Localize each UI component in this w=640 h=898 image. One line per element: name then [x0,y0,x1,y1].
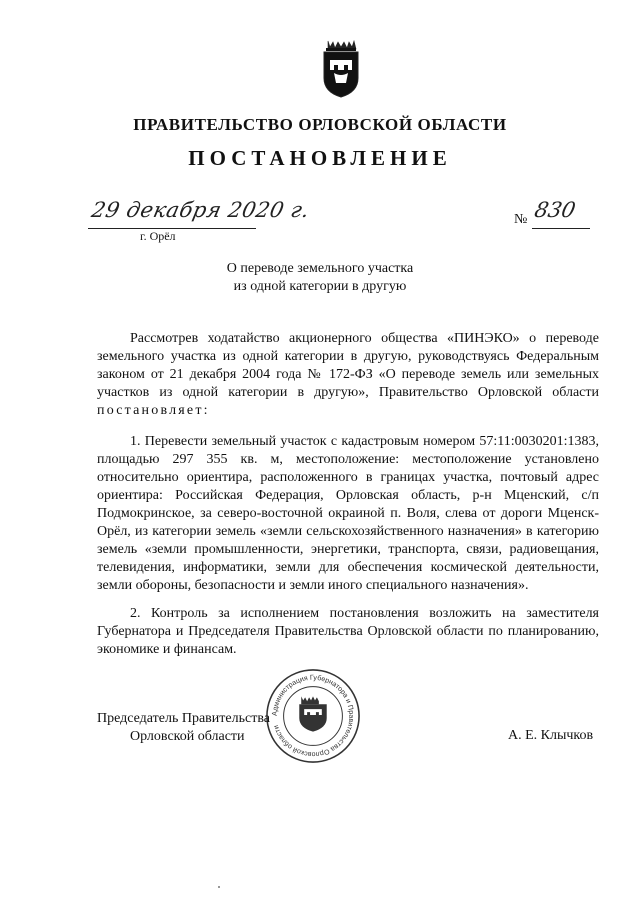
signatory-title-line-2: Орловской области [130,729,245,744]
government-title: ПРАВИТЕЛЬСТВО ОРЛОВСКОЙ ОБЛАСТИ [133,115,507,134]
item-2-paragraph: 2. Контроль за исполнением постановления возложить на заместителя Губернатора и Председателя Правительства Орловской области по планированию, экономике и финансам. [97,606,599,657]
decree-word: постановляет: [97,403,210,418]
signatory-title-line-1: Председатель Правительства [97,711,270,726]
item-1-paragraph: 1. Перевести земельный участок с кадастровым номером 57:11:0030201:1383, площадью 297 355 кв. м, местоположение: местоположение установлено относительно ориентира, расположенного в границах участка, почтовый адрес ориентира: Российская Федерация, Орловская область, р-н Мценский, с/п Подмокринское, за северо-восточной окраиной п. Воля, слева от дороги Мценск-Орёл, из категории земель «земли сельскохозяйственного назначения» в категорию земель «земли промышленности, энергетики, транспорта, связи, радиовещания, телевидения, информатики, земли для обеспечения космической деятельности, земли обороны, безопасности и земли иного специального назначения». [97,434,599,593]
subject-line-1: О переводе земельного участка [226,261,414,276]
signatory-name: А. Е. Клычков [508,728,594,743]
number-prefix: № [514,212,528,227]
document-date: 29 декабря 2020 г. [89,198,313,222]
document-subject [0,260,640,296]
signatory-title [97,710,270,746]
preamble-text: Рассмотрев ходатайство акционерного общества «ПИНЭКО» о переводе земельного участка из одной категории в другую, руководствуясь Федеральным законом от 21 декабря 2004 года № 172-ФЗ «О переводе земель или земельных участков из одной категории в другую», Правительство Орловской области [97,331,599,400]
seal-ring-text: Администрация Губернатора и Правительства Орловской области [271,674,355,758]
subject-line-2: из одной категории в другую [233,279,407,294]
document-number: 830 [532,198,578,222]
issue-city: г. Орёл [140,229,176,243]
coat-of-arms-icon [316,38,366,100]
preamble-paragraph [97,330,599,420]
document-type-title: ПОСТАНОВЛЕНИЕ [188,146,452,170]
page-mark [218,886,220,888]
number-underline [532,228,590,229]
official-seal-icon [264,667,362,765]
